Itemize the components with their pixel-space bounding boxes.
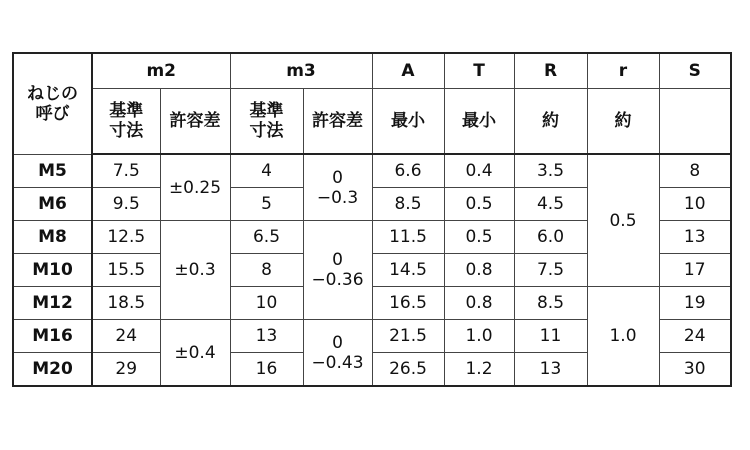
- t-cell: 0.8: [444, 287, 514, 320]
- a-cell: 8.5: [372, 188, 444, 221]
- m3-cell: 10: [230, 287, 303, 320]
- tolerance-upper: 0: [332, 167, 343, 188]
- header-r-approx: 約: [514, 89, 587, 155]
- r-cell: 11: [514, 320, 587, 353]
- m3-cell: 16: [230, 353, 303, 387]
- size-cell: M12: [13, 287, 92, 320]
- t-cell: 1.2: [444, 353, 514, 387]
- header-m3: m3: [230, 53, 372, 89]
- a-cell: 26.5: [372, 353, 444, 387]
- r-cell: 13: [514, 353, 587, 387]
- r-cell: 3.5: [514, 154, 587, 188]
- size-cell: M20: [13, 353, 92, 387]
- s-cell: 13: [659, 221, 731, 254]
- m2-cell: 9.5: [92, 188, 160, 221]
- t-cell: 0.8: [444, 254, 514, 287]
- header-r-small-approx: 約: [587, 89, 659, 155]
- m3-cell: 5: [230, 188, 303, 221]
- s-cell: 24: [659, 320, 731, 353]
- header-s-blank: [659, 89, 731, 155]
- r-cell: 6.0: [514, 221, 587, 254]
- a-cell: 14.5: [372, 254, 444, 287]
- m3-tolerance-cell: [303, 221, 372, 320]
- r-small-cell: 0.5: [587, 154, 659, 287]
- tolerance-lower: −0.36: [311, 270, 364, 290]
- a-cell: 6.6: [372, 154, 444, 188]
- size-cell: M6: [13, 188, 92, 221]
- size-cell: M16: [13, 320, 92, 353]
- table-row: [13, 287, 731, 320]
- s-cell: 10: [659, 188, 731, 221]
- r-cell: 7.5: [514, 254, 587, 287]
- table-row: [13, 154, 731, 188]
- m3-cell: 6.5: [230, 221, 303, 254]
- m3-cell: 4: [230, 154, 303, 188]
- m2-cell: 24: [92, 320, 160, 353]
- size-cell: M10: [13, 254, 92, 287]
- m2-cell: 29: [92, 353, 160, 387]
- m2-tolerance-cell: ±0.4: [160, 320, 230, 387]
- header-t: T: [444, 53, 514, 89]
- size-cell: M8: [13, 221, 92, 254]
- header-a: A: [372, 53, 444, 89]
- a-cell: 21.5: [372, 320, 444, 353]
- m3-cell: 13: [230, 320, 303, 353]
- header-m3-tolerance: 許容差: [303, 89, 372, 155]
- tolerance-upper: 0: [332, 250, 343, 270]
- r-cell: 4.5: [514, 188, 587, 221]
- tolerance-lower: −0.43: [311, 352, 364, 373]
- spec-table: [12, 52, 732, 387]
- header-size: ねじの 呼び: [13, 53, 92, 154]
- header-m2-nominal: 基準 寸法: [92, 89, 160, 155]
- s-cell: 19: [659, 287, 731, 320]
- m3-tolerance-cell: [303, 320, 372, 387]
- tolerance-upper: 0: [332, 332, 343, 353]
- s-cell: 8: [659, 154, 731, 188]
- m2-cell: 7.5: [92, 154, 160, 188]
- m2-cell: 18.5: [92, 287, 160, 320]
- m2-cell: 15.5: [92, 254, 160, 287]
- m2-tolerance-cell: ±0.25: [160, 154, 230, 221]
- m2-cell: 12.5: [92, 221, 160, 254]
- header-r-lower: r: [587, 53, 659, 89]
- t-cell: 0.5: [444, 221, 514, 254]
- header-r-upper: R: [514, 53, 587, 89]
- r-cell: 8.5: [514, 287, 587, 320]
- s-cell: 17: [659, 254, 731, 287]
- m3-cell: 8: [230, 254, 303, 287]
- header-s: S: [659, 53, 731, 89]
- t-cell: 0.5: [444, 188, 514, 221]
- header-m2-tolerance: 許容差: [160, 89, 230, 155]
- header-a-min: 最小: [372, 89, 444, 155]
- header-t-min: 最小: [444, 89, 514, 155]
- header-m3-nominal: 基準 寸法: [230, 89, 303, 155]
- tolerance-lower: −0.3: [316, 187, 359, 208]
- size-cell: M5: [13, 154, 92, 188]
- s-cell: 30: [659, 353, 731, 387]
- r-small-cell: 1.0: [587, 287, 659, 387]
- t-cell: 1.0: [444, 320, 514, 353]
- a-cell: 16.5: [372, 287, 444, 320]
- header-m2: m2: [92, 53, 230, 89]
- t-cell: 0.4: [444, 154, 514, 188]
- m3-tolerance-cell: [303, 154, 372, 221]
- a-cell: 11.5: [372, 221, 444, 254]
- m2-tolerance-cell: ±0.3: [160, 221, 230, 320]
